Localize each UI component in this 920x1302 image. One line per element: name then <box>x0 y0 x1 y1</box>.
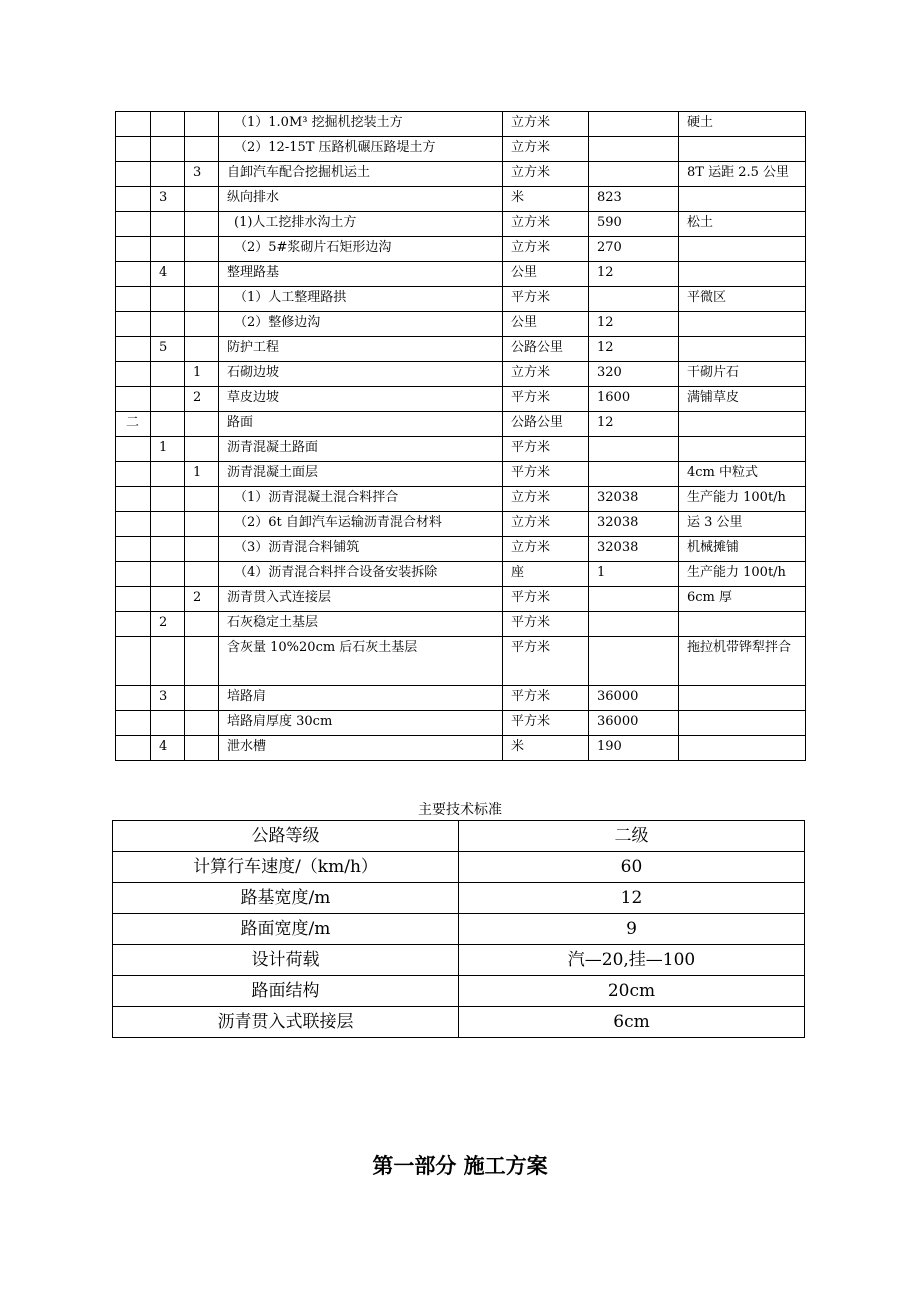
note-cell: 松土 <box>679 212 806 237</box>
quantity-cell: 12 <box>589 412 679 437</box>
unit-cell: 公里 <box>503 262 589 287</box>
table-row <box>116 312 806 337</box>
note-cell: 拖拉机带铧犁拌合 <box>679 637 806 686</box>
note-cell <box>679 337 806 362</box>
quantity-cell: 36000 <box>589 711 679 736</box>
section-heading: 第一部分 施工方案 <box>372 1154 548 1178</box>
note-cell <box>679 711 806 736</box>
item-name-cell: （2）整修边沟 <box>219 312 503 337</box>
quantity-cell <box>589 137 679 162</box>
table-row <box>113 821 805 852</box>
unit-cell: 公路公里 <box>503 337 589 362</box>
standard-label-cell: 沥青贯入式联接层 <box>113 1007 459 1038</box>
unit-cell: 平方米 <box>503 587 589 612</box>
note-cell: 干砌片石 <box>679 362 806 387</box>
level-1-cell <box>116 437 151 462</box>
level-2-cell: 1 <box>151 437 185 462</box>
unit-cell: 米 <box>503 736 589 761</box>
table-row <box>116 412 806 437</box>
note-cell <box>679 312 806 337</box>
unit-cell: 平方米 <box>503 637 589 686</box>
level-2-cell <box>151 587 185 612</box>
level-3-cell <box>185 312 219 337</box>
unit-cell: 平方米 <box>503 287 589 312</box>
quantity-cell <box>589 287 679 312</box>
unit-cell: 立方米 <box>503 362 589 387</box>
table-row <box>116 112 806 137</box>
level-1-cell <box>116 587 151 612</box>
level-2-cell <box>151 362 185 387</box>
table-row <box>116 686 806 711</box>
item-name-cell: 草皮边坡 <box>219 387 503 412</box>
level-3-cell <box>185 487 219 512</box>
note-cell <box>679 237 806 262</box>
table-row <box>113 914 805 945</box>
level-2-cell: 3 <box>151 187 185 212</box>
note-cell: 生产能力 100t/h <box>679 487 806 512</box>
standard-value-cell: 汽—20,挂—100 <box>459 945 805 976</box>
unit-cell: 平方米 <box>503 387 589 412</box>
standard-label-cell: 设计荷载 <box>113 945 459 976</box>
quantity-cell <box>589 587 679 612</box>
item-name-cell: （4）沥青混合料拌合设备安装拆除 <box>219 562 503 587</box>
item-name-cell: （2）6t 自卸汽车运输沥青混合材料 <box>219 512 503 537</box>
level-3-cell: 3 <box>185 162 219 187</box>
level-2-cell: 4 <box>151 262 185 287</box>
table-row <box>116 736 806 761</box>
note-cell: 满铺草皮 <box>679 387 806 412</box>
level-2-cell <box>151 412 185 437</box>
level-1-cell <box>116 162 151 187</box>
level-2-cell <box>151 637 185 686</box>
quantity-cell: 32038 <box>589 512 679 537</box>
level-2-cell <box>151 312 185 337</box>
table-row <box>116 587 806 612</box>
level-3-cell: 1 <box>185 462 219 487</box>
table-row <box>116 562 806 587</box>
level-1-cell <box>116 312 151 337</box>
level-3-cell <box>185 412 219 437</box>
unit-cell: 座 <box>503 562 589 587</box>
level-3-cell <box>185 686 219 711</box>
level-2-cell <box>151 137 185 162</box>
level-3-cell <box>185 637 219 686</box>
level-3-cell <box>185 612 219 637</box>
level-2-cell <box>151 711 185 736</box>
item-name-cell: （1）1.0M³ 挖掘机挖装土方 <box>219 112 503 137</box>
item-name-cell: 石灰稳定土基层 <box>219 612 503 637</box>
note-cell <box>679 736 806 761</box>
level-1-cell <box>116 637 151 686</box>
level-1-cell <box>116 337 151 362</box>
note-cell <box>679 187 806 212</box>
note-cell: 运 3 公里 <box>679 512 806 537</box>
level-3-cell <box>185 212 219 237</box>
quantity-cell: 190 <box>589 736 679 761</box>
standard-label-cell: 路面结构 <box>113 976 459 1007</box>
level-3-cell <box>185 537 219 562</box>
note-cell <box>679 262 806 287</box>
item-name-cell: 沥青贯入式连接层 <box>219 587 503 612</box>
level-3-cell <box>185 562 219 587</box>
unit-cell: 立方米 <box>503 112 589 137</box>
level-3-cell <box>185 237 219 262</box>
table-row <box>116 187 806 212</box>
table-row <box>113 852 805 883</box>
level-1-cell <box>116 537 151 562</box>
level-1-cell <box>116 112 151 137</box>
item-name-cell: 自卸汽车配合挖掘机运土 <box>219 162 503 187</box>
level-1-cell <box>116 387 151 412</box>
level-3-cell <box>185 287 219 312</box>
table-row <box>113 1007 805 1038</box>
level-3-cell: 2 <box>185 587 219 612</box>
unit-cell: 立方米 <box>503 537 589 562</box>
table-row <box>113 945 805 976</box>
level-2-cell <box>151 387 185 412</box>
level-1-cell <box>116 212 151 237</box>
unit-cell: 平方米 <box>503 462 589 487</box>
level-1-cell <box>116 187 151 212</box>
level-1-cell <box>116 736 151 761</box>
quantity-cell <box>589 462 679 487</box>
item-name-cell: 防护工程 <box>219 337 503 362</box>
table-row <box>116 212 806 237</box>
table-row <box>116 711 806 736</box>
level-3-cell: 1 <box>185 362 219 387</box>
level-2-cell <box>151 237 185 262</box>
level-1-cell: 二 <box>116 412 151 437</box>
level-2-cell <box>151 512 185 537</box>
unit-cell: 公里 <box>503 312 589 337</box>
quantity-cell: 36000 <box>589 686 679 711</box>
note-cell: 硬土 <box>679 112 806 137</box>
quantity-cell: 270 <box>589 237 679 262</box>
table-row <box>116 337 806 362</box>
item-name-cell: (1)人工挖排水沟土方 <box>219 212 503 237</box>
level-3-cell <box>185 437 219 462</box>
note-cell: 生产能力 100t/h <box>679 562 806 587</box>
quantity-cell: 12 <box>589 262 679 287</box>
note-cell <box>679 686 806 711</box>
level-2-cell: 5 <box>151 337 185 362</box>
quantity-cell: 12 <box>589 312 679 337</box>
level-1-cell <box>116 287 151 312</box>
level-2-cell <box>151 537 185 562</box>
quantity-cell <box>589 112 679 137</box>
level-3-cell <box>185 187 219 212</box>
level-1-cell <box>116 237 151 262</box>
table-row <box>116 462 806 487</box>
table-row <box>116 262 806 287</box>
note-cell: 8T 运距 2.5 公里 <box>679 162 806 187</box>
standards-table-caption: 主要技术标准 <box>418 802 502 818</box>
table-row <box>116 512 806 537</box>
quantity-cell <box>589 612 679 637</box>
unit-cell: 公路公里 <box>503 412 589 437</box>
quantity-cell: 32038 <box>589 537 679 562</box>
item-name-cell: 培路肩 <box>219 686 503 711</box>
note-cell: 6cm 厚 <box>679 587 806 612</box>
level-2-cell <box>151 487 185 512</box>
item-name-cell: 沥青混凝土面层 <box>219 462 503 487</box>
note-cell <box>679 437 806 462</box>
note-cell: 机械摊铺 <box>679 537 806 562</box>
note-cell <box>679 612 806 637</box>
standard-value-cell: 60 <box>459 852 805 883</box>
quantity-cell: 1 <box>589 562 679 587</box>
quantity-cell: 1600 <box>589 387 679 412</box>
level-2-cell: 2 <box>151 612 185 637</box>
standard-label-cell: 计算行车速度/（km/h） <box>113 852 459 883</box>
item-name-cell: 泄水槽 <box>219 736 503 761</box>
standard-label-cell: 公路等级 <box>113 821 459 852</box>
level-2-cell <box>151 212 185 237</box>
item-name-cell: （2）12-15T 压路机碾压路堤土方 <box>219 137 503 162</box>
unit-cell: 立方米 <box>503 487 589 512</box>
quantity-table-body <box>116 112 806 761</box>
level-2-cell <box>151 112 185 137</box>
item-name-cell: （1）沥青混凝土混合料拌合 <box>219 487 503 512</box>
level-2-cell: 3 <box>151 686 185 711</box>
table-row <box>116 537 806 562</box>
table-row <box>116 387 806 412</box>
note-cell: 4cm 中粒式 <box>679 462 806 487</box>
item-name-cell: 培路肩厚度 30cm <box>219 711 503 736</box>
engineering-quantity-table <box>115 111 806 761</box>
technical-standards-table <box>112 820 805 1038</box>
level-1-cell <box>116 137 151 162</box>
quantity-cell: 823 <box>589 187 679 212</box>
quantity-cell <box>589 637 679 686</box>
level-1-cell <box>116 262 151 287</box>
item-name-cell: 整理路基 <box>219 262 503 287</box>
quantity-cell <box>589 162 679 187</box>
level-3-cell <box>185 711 219 736</box>
level-1-cell <box>116 612 151 637</box>
unit-cell: 平方米 <box>503 686 589 711</box>
standard-value-cell: 9 <box>459 914 805 945</box>
level-1-cell <box>116 562 151 587</box>
standard-value-cell: 12 <box>459 883 805 914</box>
table-row <box>116 137 806 162</box>
table-row <box>113 883 805 914</box>
level-2-cell <box>151 462 185 487</box>
level-1-cell <box>116 462 151 487</box>
item-name-cell: 路面 <box>219 412 503 437</box>
quantity-cell <box>589 437 679 462</box>
unit-cell: 立方米 <box>503 162 589 187</box>
quantity-cell: 320 <box>589 362 679 387</box>
table-row <box>116 637 806 686</box>
level-2-cell <box>151 287 185 312</box>
unit-cell: 平方米 <box>503 437 589 462</box>
table-row <box>116 487 806 512</box>
level-3-cell <box>185 512 219 537</box>
unit-cell: 立方米 <box>503 212 589 237</box>
standard-value-cell: 20cm <box>459 976 805 1007</box>
unit-cell: 米 <box>503 187 589 212</box>
table-row <box>116 237 806 262</box>
unit-cell: 平方米 <box>503 612 589 637</box>
level-3-cell <box>185 736 219 761</box>
item-name-cell: （2）5#浆砌片石矩形边沟 <box>219 237 503 262</box>
level-3-cell <box>185 112 219 137</box>
table-row <box>116 612 806 637</box>
level-1-cell <box>116 487 151 512</box>
quantity-cell: 32038 <box>589 487 679 512</box>
level-3-cell <box>185 337 219 362</box>
level-2-cell <box>151 562 185 587</box>
level-3-cell <box>185 137 219 162</box>
unit-cell: 立方米 <box>503 137 589 162</box>
level-1-cell <box>116 512 151 537</box>
item-name-cell: 含灰量 10%20cm 后石灰土基层 <box>219 637 503 686</box>
table-row <box>116 362 806 387</box>
level-1-cell <box>116 711 151 736</box>
level-1-cell <box>116 686 151 711</box>
table-row <box>116 437 806 462</box>
level-2-cell: 4 <box>151 736 185 761</box>
level-2-cell <box>151 162 185 187</box>
item-name-cell: 沥青混凝土路面 <box>219 437 503 462</box>
level-1-cell <box>116 362 151 387</box>
level-3-cell: 2 <box>185 387 219 412</box>
standard-value-cell: 二级 <box>459 821 805 852</box>
table-row <box>113 976 805 1007</box>
unit-cell: 立方米 <box>503 237 589 262</box>
item-name-cell: 纵向排水 <box>219 187 503 212</box>
unit-cell: 立方米 <box>503 512 589 537</box>
standards-table-body <box>113 821 805 1038</box>
table-row <box>116 162 806 187</box>
standard-label-cell: 路基宽度/m <box>113 883 459 914</box>
note-cell <box>679 412 806 437</box>
table-row <box>116 287 806 312</box>
note-cell <box>679 137 806 162</box>
item-name-cell: （3）沥青混合料铺筑 <box>219 537 503 562</box>
item-name-cell: （1）人工整理路拱 <box>219 287 503 312</box>
unit-cell: 平方米 <box>503 711 589 736</box>
standard-value-cell: 6cm <box>459 1007 805 1038</box>
level-3-cell <box>185 262 219 287</box>
item-name-cell: 石砌边坡 <box>219 362 503 387</box>
standard-label-cell: 路面宽度/m <box>113 914 459 945</box>
quantity-cell: 590 <box>589 212 679 237</box>
note-cell: 平微区 <box>679 287 806 312</box>
quantity-cell: 12 <box>589 337 679 362</box>
